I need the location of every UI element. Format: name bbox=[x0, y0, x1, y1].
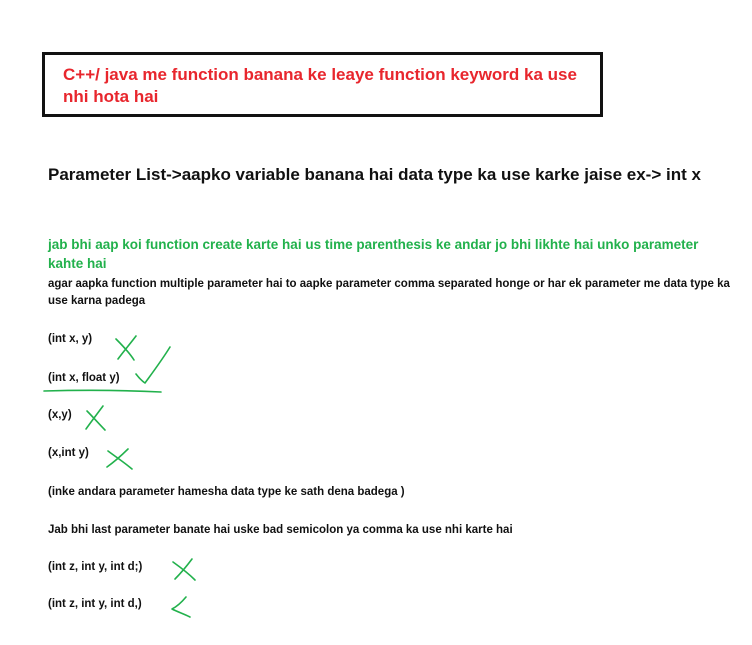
callout-text: C++/ java me function banana ke leaye function keyword ka use nhi hota hai bbox=[63, 65, 577, 106]
parameter-definition: jab bhi aap koi function create karte hai us time parenthesis ke andar jo bhi likhte hai unko parameter kahte hai bbox=[48, 237, 699, 271]
rule-last-parameter: Jab bhi last parameter banate hai uske bad semicolon ya comma ka use nhi karte hai bbox=[48, 524, 513, 536]
tick-mark-icon bbox=[136, 347, 170, 383]
rule-data-type: (inke andara parameter hamesha data type ke sath dena badega ) bbox=[48, 486, 405, 498]
example-comma: (int z, int y, int d,) bbox=[48, 598, 142, 610]
cross-mark-icon bbox=[173, 559, 195, 580]
underline-mark bbox=[44, 390, 161, 392]
example-int-x-y: (int x, y) bbox=[48, 333, 93, 345]
cross-mark-icon bbox=[107, 449, 132, 469]
example-x-int-y: (x,int y) bbox=[48, 447, 89, 459]
parameter-list-heading: Parameter List->aapko variable banana hai data type ka use karke jaise ex-> int x bbox=[48, 165, 701, 184]
cross-mark-icon bbox=[86, 406, 105, 430]
multiple-parameter-note: agar aapka function multiple parameter hai to aapke parameter comma separated honge or har ek parameter me data type ka use karna padega bbox=[48, 278, 730, 307]
cross-mark-icon bbox=[116, 336, 136, 360]
example-x-y: (x,y) bbox=[48, 409, 72, 421]
cross-mark-icon bbox=[172, 597, 190, 617]
example-semicolon: (int z, int y, int d;) bbox=[48, 561, 143, 573]
example-int-x-float-y: (int x, float y) bbox=[48, 372, 120, 384]
callout-box bbox=[42, 52, 603, 117]
